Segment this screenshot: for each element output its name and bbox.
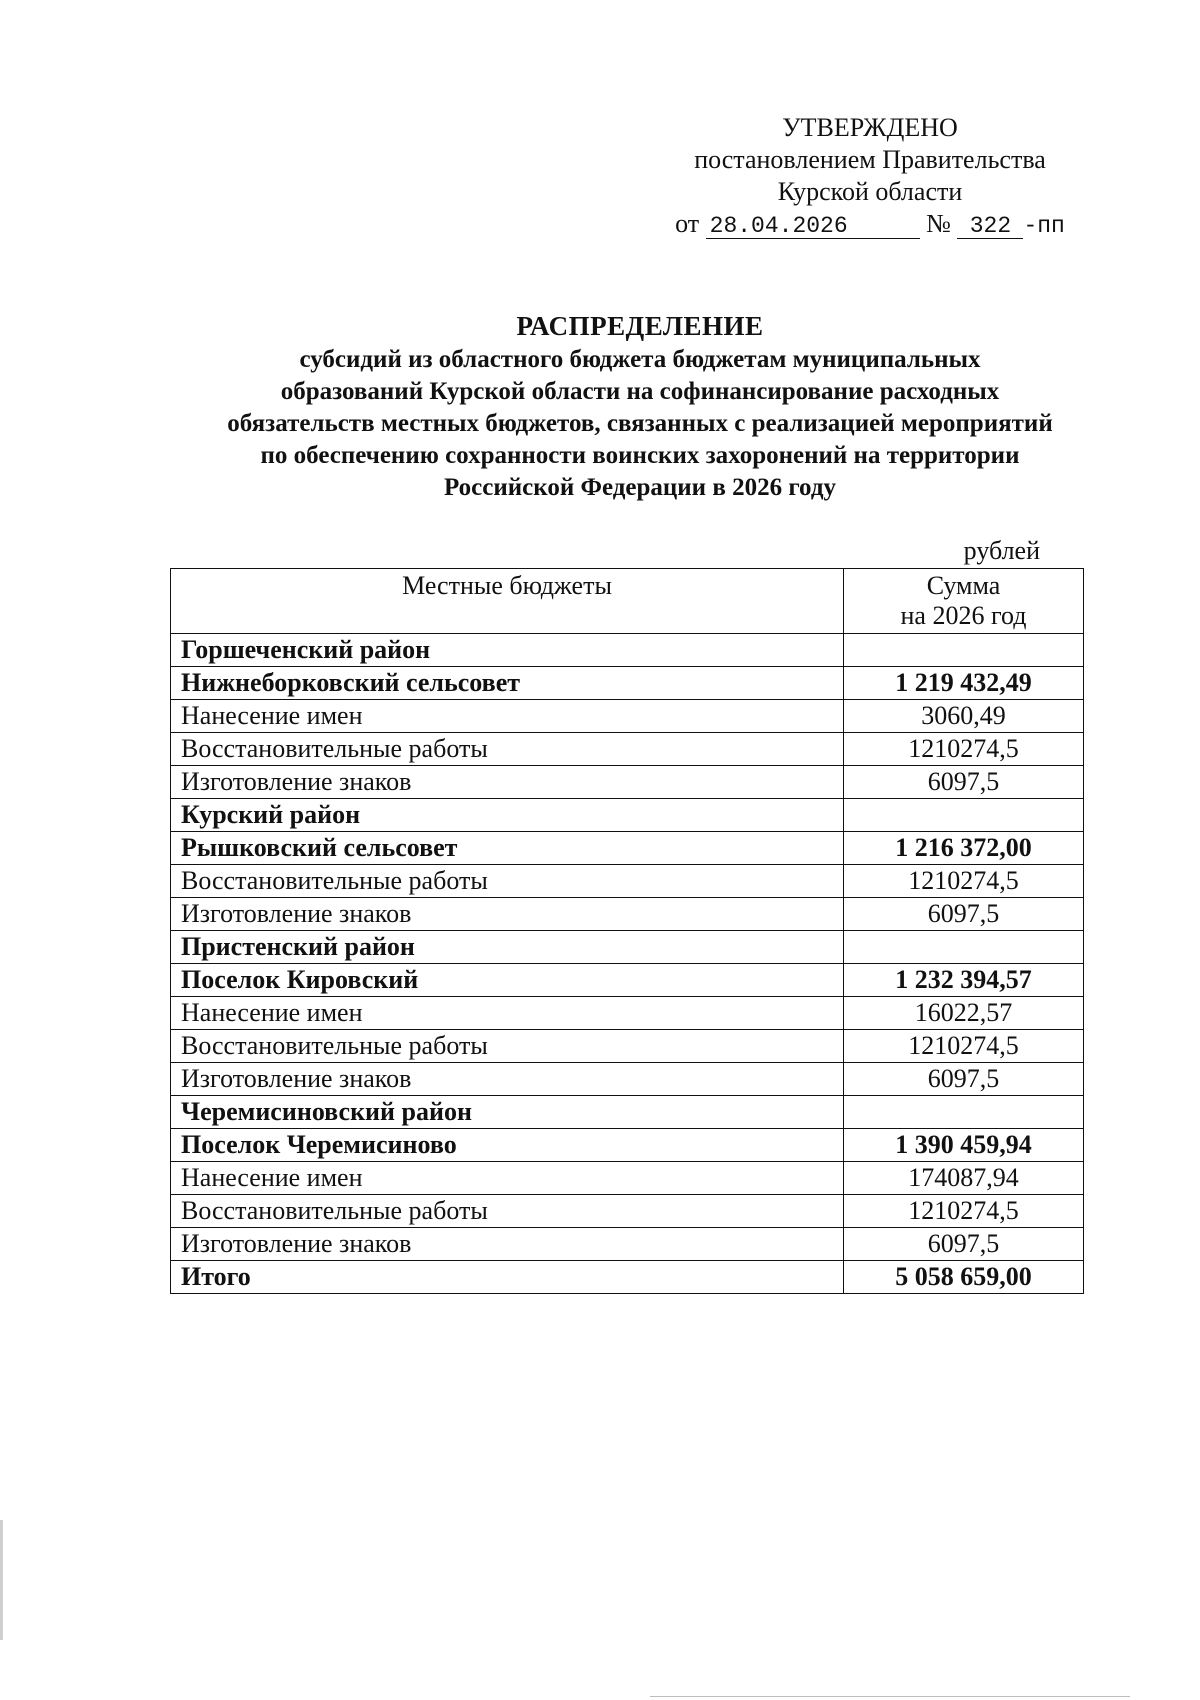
row-name-cell: Восстановительные работы [171,1195,844,1228]
budget-table [170,568,1084,1294]
scan-edge-mark [0,1520,3,1640]
table-row [171,964,1084,997]
row-name-cell: Пристенский район [171,931,844,964]
row-name-cell: Горшеченский район [171,634,844,667]
row-amount-cell [844,799,1084,832]
table-row [171,733,1084,766]
subtitle-line: образований Курской области на софинансирование расходных [280,378,1000,405]
table-row [171,700,1084,733]
row-amount-cell: 6097,5 [844,1228,1084,1261]
table-row [171,1228,1084,1261]
table-row [171,997,1084,1030]
row-name-cell: Восстановительные работы [171,733,844,766]
row-amount-cell: 1210274,5 [844,1030,1084,1063]
table-row [171,1030,1084,1063]
table-header-row [171,569,1084,634]
header-local-budgets: Местные бюджеты [171,569,844,634]
header-sum-line-1: Сумма [926,571,1001,600]
subtitle-line: Российской Федерации в 2026 году [444,474,836,501]
approval-number: 322 [957,214,1023,239]
table-row [171,865,1084,898]
row-amount-cell: 6097,5 [844,766,1084,799]
table-row [171,1063,1084,1096]
row-amount-cell: 1 390 459,94 [844,1129,1084,1162]
table-row [171,1261,1084,1294]
approval-date: 28.04.2026 [706,214,920,239]
table-row [171,1195,1084,1228]
document-title: РАСПРЕДЕЛЕНИЕ [516,311,764,341]
row-amount-cell [844,1096,1084,1129]
row-amount-cell: 6097,5 [844,898,1084,931]
header-sum [844,569,1084,634]
row-amount-cell: 1 219 432,49 [844,667,1084,700]
table-body [171,634,1084,1294]
row-name-cell: Итого [171,1261,844,1294]
row-name-cell: Изготовление знаков [171,766,844,799]
table-row [171,667,1084,700]
row-amount-cell: 1 216 372,00 [844,832,1084,865]
row-amount-cell [844,634,1084,667]
number-label: № [926,209,951,238]
row-amount-cell: 1210274,5 [844,1195,1084,1228]
subtitle-line: по обеспечению сохранности воинских захоронений на территории [260,442,1020,469]
row-name-cell: Изготовление знаков [171,898,844,931]
subtitle-line: обязательств местных бюджетов, связанных с реализацией мероприятий [227,410,1053,437]
approved-label: УТВЕРЖДЕНО [782,113,958,142]
row-name-cell: Нанесение имен [171,997,844,1030]
header-sum-line-2: на 2026 год [900,601,1027,630]
row-name-cell: Рышковский сельсовет [171,832,844,865]
table-row [171,799,1084,832]
table-row [171,898,1084,931]
table-row [171,931,1084,964]
scan-bottom-line [650,1696,1130,1697]
row-name-cell: Изготовление знаков [171,1228,844,1261]
table-row [171,634,1084,667]
approval-line-1: постановлением Правительства [694,145,1046,174]
row-amount-cell: 3060,49 [844,700,1084,733]
row-name-cell: Восстановительные работы [171,865,844,898]
row-name-cell: Черемисиновский район [171,1096,844,1129]
units-label: рублей [963,536,1040,565]
table-row [171,1096,1084,1129]
from-label: от [675,209,700,238]
row-name-cell: Поселок Кировский [171,964,844,997]
document-subtitle [160,344,1120,504]
row-amount-cell: 1210274,5 [844,865,1084,898]
approval-date-line [660,208,1080,242]
row-name-cell: Нанесение имен [171,700,844,733]
row-name-cell: Изготовление знаков [171,1063,844,1096]
table-row [171,832,1084,865]
approval-line-2: Курской области [777,177,963,206]
approval-number-suffix: -пп [1023,213,1065,239]
table-row [171,1129,1084,1162]
document-heading [160,308,1120,504]
row-amount-cell: 174087,94 [844,1162,1084,1195]
approval-stamp [660,112,1080,242]
row-amount-cell: 6097,5 [844,1063,1084,1096]
subtitle-line: субсидий из областного бюджета бюджетам муниципальных [299,346,981,373]
table-row [171,766,1084,799]
row-amount-cell: 5 058 659,00 [844,1261,1084,1294]
row-amount-cell [844,931,1084,964]
row-amount-cell: 1210274,5 [844,733,1084,766]
row-name-cell: Курский район [171,799,844,832]
row-name-cell: Нижнеборковский сельсовет [171,667,844,700]
row-name-cell: Восстановительные работы [171,1030,844,1063]
table-row [171,1162,1084,1195]
row-amount-cell: 16022,57 [844,997,1084,1030]
row-amount-cell: 1 232 394,57 [844,964,1084,997]
row-name-cell: Нанесение имен [171,1162,844,1195]
row-name-cell: Поселок Черемисиново [171,1129,844,1162]
